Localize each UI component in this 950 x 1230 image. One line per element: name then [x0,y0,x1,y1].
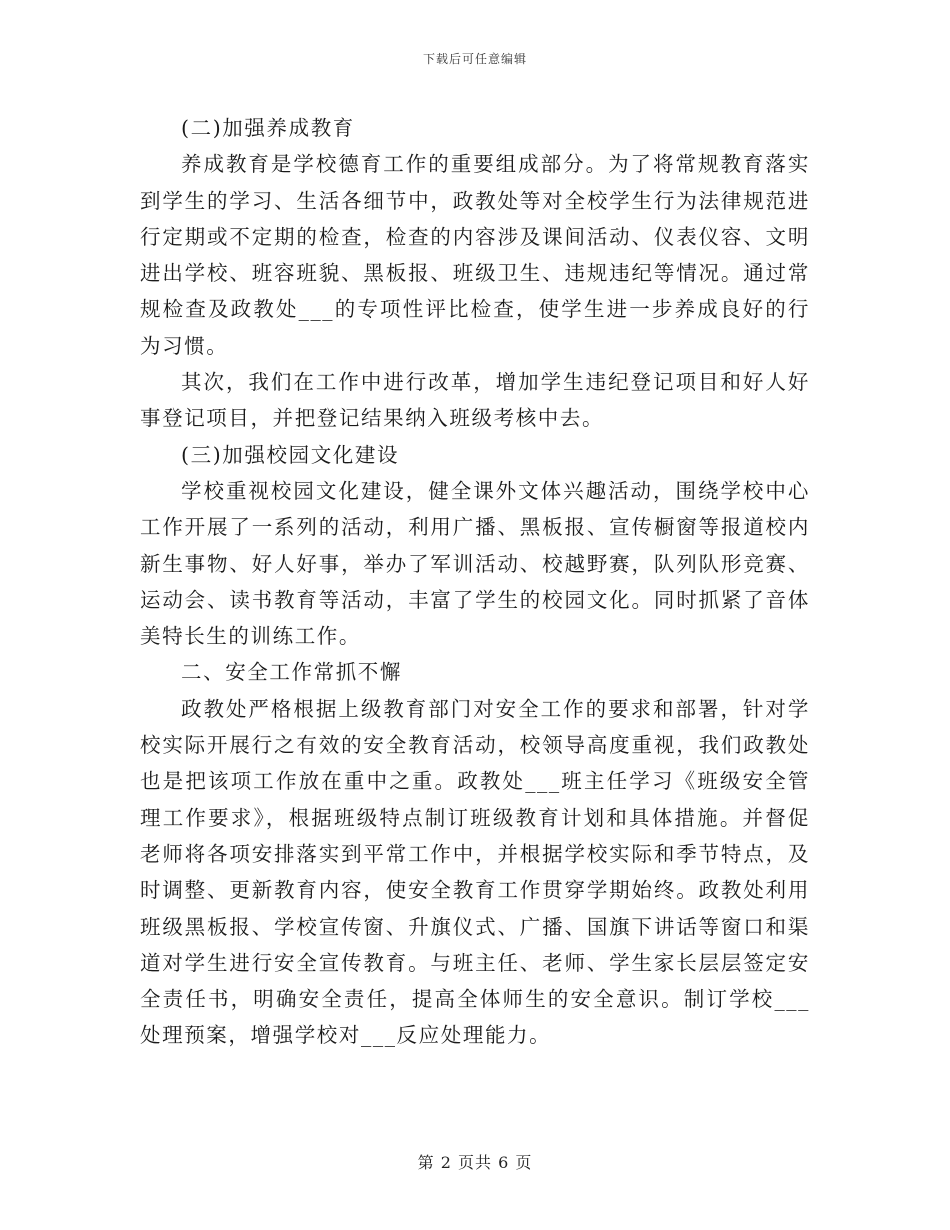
document-body [140,110,810,1054]
paragraph-habit-education: 养成教育是学校德育工作的重要组成部分。为了将常规教育落实到学生的学习、生活各细节中，政教处等对全校学生行为法律规范进行定期或不定期的检查，检查的内容涉及课间活动、仪表仪容、文明进出学校、班容班貌、黑板报、班级卫生、违规违纪等情况。通过常规检查及政教处___的专项性评比检查，使学生进一步养成良好的行为习惯。 [140,152,810,358]
page-header: 下载后可任意编辑 [422,52,527,66]
paragraph-reform: 其次，我们在工作中进行改革，增加学生违纪登记项目和好人好事登记项目，并把登记结果纳入班级考核中去。 [140,370,810,431]
section-heading-campus-culture: (三)加强校园文化建设 [181,442,400,467]
page-number: 第 2 页共 6 页 [417,1153,533,1172]
section-heading-habit-education: (二)加强养成教育 [181,116,355,140]
section-heading-safety: 二、安全工作常抓不懈 [181,660,402,685]
paragraph-campus-culture: 学校重视校园文化建设，健全课外文体兴趣活动，围绕学校中心工作开展了一系列的活动，利用广播、黑板报、宣传橱窗等报道校内新生事物、好人好事，举办了军训活动、校越野赛，队列队形竞赛、运动会、读书教育等活动，丰富了学生的校园文化。同时抓紧了音体美特长生的训练工作。 [140,478,810,649]
paragraph-safety: 政教处严格根据上级教育部门对安全工作的要求和部署，针对学校实际开展行之有效的安全教育活动，校领导高度重视，我们政教处也是把该项工作放在重中之重。政教处___班主任学习《班级安全管理工作要求》，根据班级特点制订班级教育计划和具体措施。并督促老师将各项安排落实到平常工作中，并根据学校实际和季节特点，及时调整、更新教育内容，使安全教育工作贯穿学期始终。政教处利用班级黑板报、学校宣传窗、升旗仪式、广播、国旗下讲话等窗口和渠道对学生进行安全宣传教育。与班主任、老师、学生家长层层签定安全责任书，明确安全责任，提高全体师生的安全意识。制订学校___处理预案，增强学校对___反应处理能力。 [140,696,810,1048]
